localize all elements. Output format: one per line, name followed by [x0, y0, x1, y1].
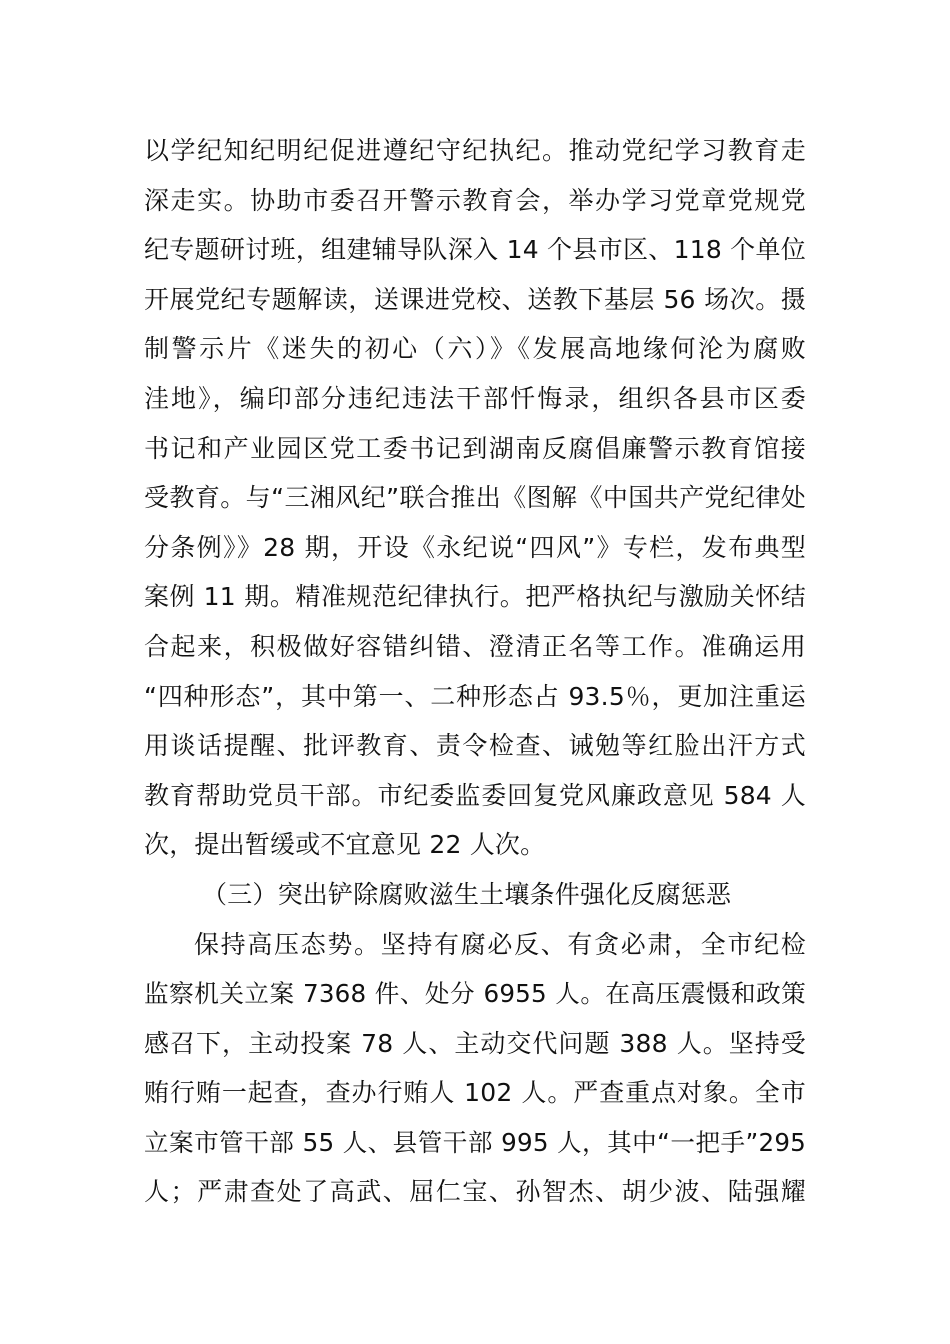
- text-line: 受教育。与“三湘风纪”联合推出《图解《中国共产党纪律处: [144, 483, 806, 513]
- text-line: 教育帮助党员干部。市纪委监委回复党风廉政意见 584 人: [144, 780, 806, 810]
- paragraph-anti-corruption: [144, 920, 806, 1218]
- text-line: 开展党纪专题解读，送课进党校、送教下基层 56 场次。摄: [144, 284, 806, 314]
- text-line: 分条例》》28 期，开设《永纪说“四风”》专栏，发布典型: [144, 532, 806, 562]
- text-line: 次，提出暂缓或不宜意见 22 人次。: [144, 830, 546, 860]
- text-line: 制警示片《迷失的初心（六）》《发展高地缘何沦为腐败: [144, 334, 806, 364]
- text-line: 用谈话提醒、批评教育、责令检查、诫勉等红脸出汗方式: [144, 731, 806, 761]
- text-line: 保持高压态势。坚持有腐必反、有贪必肃，全市纪检: [194, 929, 806, 959]
- text-line: “四种形态”，其中第一、二种形态占 93.5％，更加注重运: [144, 681, 806, 711]
- document-body: [144, 126, 806, 1217]
- text-line: 纪专题研讨班，组建辅导队深入 14 个县市区、118 个单位: [144, 235, 806, 265]
- text-line: 案例 11 期。精准规范纪律执行。把严格执纪与激励关怀结: [144, 582, 806, 612]
- text-line: 立案市管干部 55 人、县管干部 995 人，其中“一把手”295: [144, 1127, 806, 1157]
- text-line: 洼地》，编印部分违纪违法干部忏悔录，组织各县市区委: [144, 383, 806, 413]
- text-line: 合起来，积极做好容错纠错、澄清正名等工作。准确运用: [144, 631, 806, 661]
- text-line: 感召下，主动投案 78 人、主动交代问题 388 人。坚持受: [144, 1028, 806, 1058]
- text-line: 人；严肃查处了高武、屈仁宝、孙智杰、胡少波、陆强耀: [144, 1177, 806, 1207]
- section-heading: （三）突出铲除腐败滋生土壤条件强化反腐惩恶: [202, 879, 732, 909]
- text-line: 监察机关立案 7368 件、处分 6955 人。在高压震慑和政策: [144, 979, 806, 1009]
- text-line: 贿行贿一起查，查办行贿人 102 人。严查重点对象。全市: [144, 1078, 806, 1108]
- paragraph-discipline-education: [144, 126, 806, 870]
- text-line: 深走实。协助市委召开警示教育会，举办学习党章党规党: [144, 185, 806, 215]
- text-line: 书记和产业园区党工委书记到湖南反腐倡廉警示教育馆接: [144, 433, 806, 463]
- text-line: 以学纪知纪明纪促进遵纪守纪执纪。推动党纪学习教育走: [144, 136, 806, 165]
